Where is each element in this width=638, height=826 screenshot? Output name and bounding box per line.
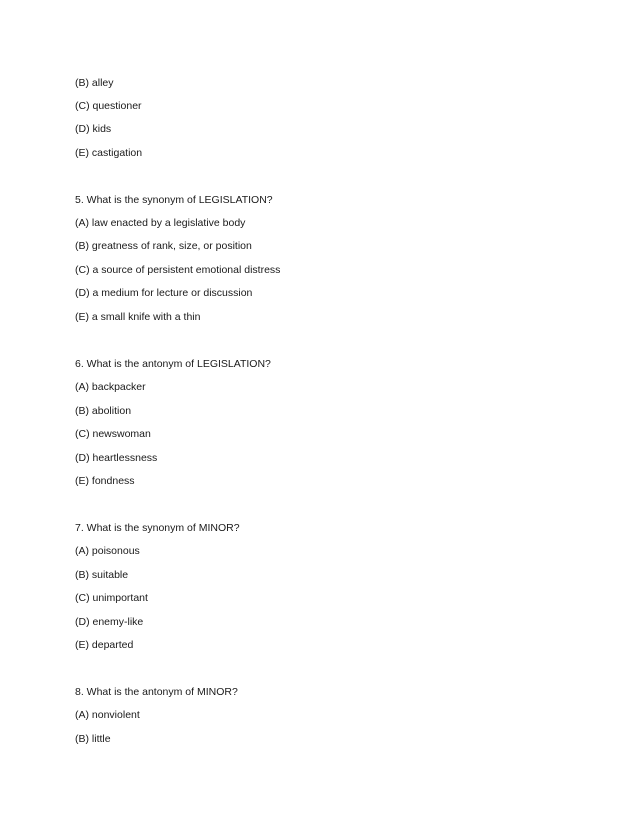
- q5-option-e: (E) a small knife with a thin: [75, 311, 201, 323]
- q8-option-a: (A) nonviolent: [75, 709, 140, 721]
- q5-option-d: (D) a medium for lecture or discussion: [75, 287, 253, 299]
- q7-option-b: (B) suitable: [75, 569, 129, 581]
- q8-question: 8. What is the antonym of MINOR?: [75, 686, 238, 698]
- q8-option-b: (B) little: [75, 733, 111, 745]
- q6-option-e: (E) fondness: [75, 475, 135, 487]
- q7-question: 7. What is the synonym of MINOR?: [75, 522, 240, 534]
- q6-option-c: (C) newswoman: [75, 428, 151, 440]
- q6-option-b: (B) abolition: [75, 405, 132, 417]
- q4-option-e: (E) castigation: [75, 147, 143, 159]
- q7-option-e: (E) departed: [75, 639, 134, 651]
- q6-option-a: (A) backpacker: [75, 381, 146, 393]
- q7-option-c: (C) unimportant: [75, 592, 148, 604]
- q5-option-a: (A) law enacted by a legislative body: [75, 217, 246, 229]
- q5-option-b: (B) greatness of rank, size, or position: [75, 240, 252, 252]
- q7-option-a: (A) poisonous: [75, 545, 140, 557]
- q4-option-d: (D) kids: [75, 123, 112, 135]
- q6-option-d: (D) heartlessness: [75, 452, 158, 464]
- q6-question: 6. What is the antonym of LEGISLATION?: [75, 358, 271, 370]
- q4-option-c: (C) questioner: [75, 100, 142, 112]
- q7-option-d: (D) enemy-like: [75, 616, 144, 628]
- q4-option-b: (B) alley: [75, 77, 114, 89]
- q5-option-c: (C) a source of persistent emotional distress: [75, 264, 281, 276]
- q5-question: 5. What is the synonym of LEGISLATION?: [75, 194, 273, 206]
